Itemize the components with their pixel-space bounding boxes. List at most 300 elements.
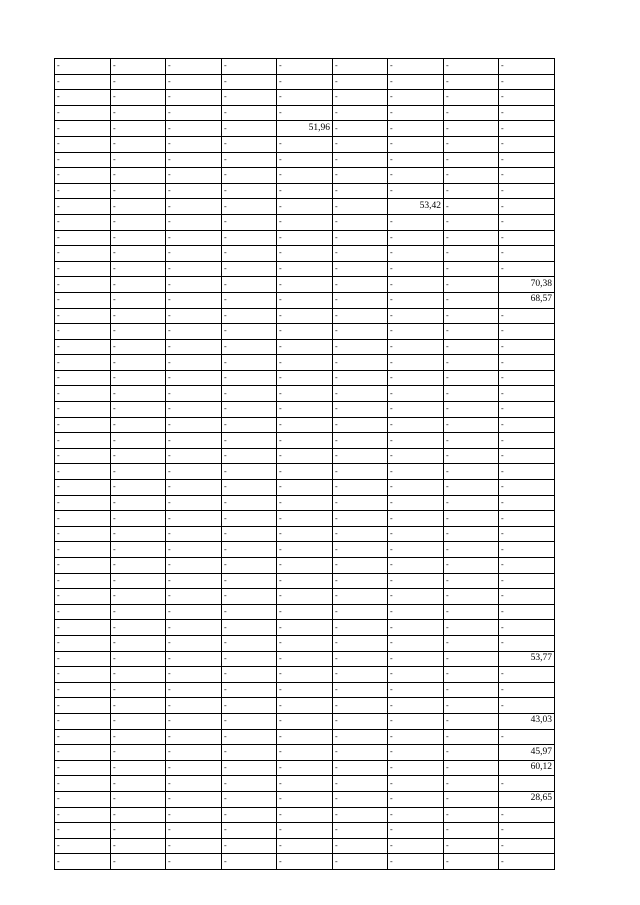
table-cell: - xyxy=(222,760,277,776)
table-cell: - xyxy=(111,807,166,823)
table-cell: - xyxy=(222,74,277,90)
table-cell: - xyxy=(222,573,277,589)
table-cell: - xyxy=(388,838,444,854)
table-cell: - xyxy=(55,838,111,854)
table-cell: - xyxy=(499,136,555,152)
table-cell: - xyxy=(333,480,388,496)
table-cell: - xyxy=(333,698,388,714)
table-row xyxy=(55,573,555,589)
table-cell: - xyxy=(444,604,499,620)
table-cell: - xyxy=(277,90,333,106)
table-cell: - xyxy=(277,199,333,215)
table-cell: - xyxy=(333,823,388,839)
table-cell: - xyxy=(277,713,333,729)
table-cell: - xyxy=(111,838,166,854)
table-cell: - xyxy=(166,168,222,184)
table-row xyxy=(55,651,555,667)
table-cell: - xyxy=(111,823,166,839)
table-cell: - xyxy=(111,386,166,402)
table-cell: - xyxy=(444,230,499,246)
table-row xyxy=(55,183,555,199)
table-cell: - xyxy=(166,682,222,698)
table-cell: - xyxy=(277,604,333,620)
table-cell: - xyxy=(222,776,277,792)
table-cell: - xyxy=(277,745,333,761)
table-cell: - xyxy=(222,713,277,729)
table-cell: - xyxy=(388,136,444,152)
table-cell: - xyxy=(111,355,166,371)
table-cell: - xyxy=(111,199,166,215)
table-row xyxy=(55,261,555,277)
table-cell: - xyxy=(333,214,388,230)
table-cell: - xyxy=(388,620,444,636)
table-row xyxy=(55,74,555,90)
table-cell: - xyxy=(333,402,388,418)
table-body xyxy=(55,59,555,870)
table-cell: - xyxy=(333,558,388,574)
table-row xyxy=(55,121,555,137)
table-cell: - xyxy=(333,495,388,511)
table-cell: - xyxy=(388,292,444,308)
table-cell: - xyxy=(277,776,333,792)
table-cell: - xyxy=(333,74,388,90)
table-cell: - xyxy=(499,604,555,620)
table-cell: - xyxy=(499,308,555,324)
table-cell: - xyxy=(499,729,555,745)
table-cell: - xyxy=(222,90,277,106)
table-cell: - xyxy=(499,324,555,340)
table-cell: - xyxy=(166,152,222,168)
table-cell: - xyxy=(166,558,222,574)
table-cell: - xyxy=(277,246,333,262)
table-cell: - xyxy=(444,448,499,464)
table-cell: - xyxy=(277,589,333,605)
table-cell: - xyxy=(111,776,166,792)
table-cell: - xyxy=(333,526,388,542)
table-cell: - xyxy=(499,620,555,636)
table-cell: - xyxy=(55,246,111,262)
table-cell: - xyxy=(222,168,277,184)
table-cell: - xyxy=(111,620,166,636)
table-cell: - xyxy=(222,370,277,386)
table-cell: - xyxy=(222,386,277,402)
table-cell: - xyxy=(499,838,555,854)
table-cell: - xyxy=(444,635,499,651)
table-cell: - xyxy=(222,854,277,870)
table-cell: - xyxy=(166,230,222,246)
table-cell: - xyxy=(333,745,388,761)
table-cell: - xyxy=(333,105,388,121)
table-cell: - xyxy=(277,464,333,480)
table-row xyxy=(55,823,555,839)
table-cell: - xyxy=(111,105,166,121)
table-cell: - xyxy=(499,168,555,184)
table-cell: - xyxy=(55,667,111,683)
table-row xyxy=(55,214,555,230)
table-cell: - xyxy=(222,199,277,215)
table-cell: - xyxy=(444,386,499,402)
table-row xyxy=(55,526,555,542)
table-row xyxy=(55,713,555,729)
table-cell: - xyxy=(333,339,388,355)
table-cell: - xyxy=(222,355,277,371)
table-cell: 28,65 xyxy=(499,791,555,807)
table-cell: - xyxy=(333,136,388,152)
table-cell: - xyxy=(222,277,277,293)
table-cell: - xyxy=(388,745,444,761)
table-cell: - xyxy=(55,542,111,558)
table-cell: - xyxy=(222,823,277,839)
table-cell: - xyxy=(388,698,444,714)
table-cell: - xyxy=(277,183,333,199)
table-cell: - xyxy=(444,495,499,511)
table-cell: - xyxy=(55,74,111,90)
table-cell: - xyxy=(166,495,222,511)
table-cell: - xyxy=(55,713,111,729)
table-cell: - xyxy=(499,776,555,792)
table-cell: - xyxy=(499,74,555,90)
table-cell: - xyxy=(277,324,333,340)
table-cell: - xyxy=(111,324,166,340)
table-cell: - xyxy=(55,448,111,464)
table-row xyxy=(55,152,555,168)
table-cell: - xyxy=(166,464,222,480)
table-cell: - xyxy=(55,183,111,199)
table-cell: - xyxy=(222,464,277,480)
table-cell: - xyxy=(166,105,222,121)
table-row xyxy=(55,776,555,792)
table-cell: - xyxy=(444,698,499,714)
table-cell: - xyxy=(277,495,333,511)
table-cell: - xyxy=(277,277,333,293)
table-cell: - xyxy=(111,635,166,651)
table-cell: - xyxy=(55,651,111,667)
table-cell: - xyxy=(55,230,111,246)
table-row xyxy=(55,604,555,620)
table-cell: - xyxy=(111,370,166,386)
table-cell: - xyxy=(444,152,499,168)
table-cell: - xyxy=(333,386,388,402)
table-cell: - xyxy=(388,433,444,449)
table-cell: - xyxy=(55,277,111,293)
table-cell: - xyxy=(55,214,111,230)
table-cell: - xyxy=(111,791,166,807)
table-cell: - xyxy=(333,542,388,558)
table-cell: - xyxy=(166,370,222,386)
table-cell: - xyxy=(55,261,111,277)
table-cell: - xyxy=(388,370,444,386)
table-cell: - xyxy=(222,214,277,230)
table-cell: - xyxy=(277,667,333,683)
table-cell: - xyxy=(333,807,388,823)
table-cell: - xyxy=(388,713,444,729)
table-cell: - xyxy=(444,183,499,199)
table-cell: - xyxy=(111,90,166,106)
table-cell: - xyxy=(277,651,333,667)
table-cell: - xyxy=(388,74,444,90)
table-cell: - xyxy=(55,370,111,386)
table-cell: - xyxy=(388,667,444,683)
table-cell: - xyxy=(388,183,444,199)
table-cell: - xyxy=(166,386,222,402)
table-cell: - xyxy=(388,277,444,293)
table-cell: - xyxy=(222,152,277,168)
table-cell: - xyxy=(499,823,555,839)
table-cell: - xyxy=(333,729,388,745)
table-cell: - xyxy=(277,59,333,75)
table-cell: - xyxy=(333,355,388,371)
table-cell: - xyxy=(444,464,499,480)
table-cell: - xyxy=(444,854,499,870)
table-cell: - xyxy=(166,402,222,418)
table-cell: - xyxy=(222,448,277,464)
table-cell: - xyxy=(111,339,166,355)
table-cell: - xyxy=(111,854,166,870)
table-cell: - xyxy=(222,136,277,152)
table-row xyxy=(55,355,555,371)
table-cell: - xyxy=(444,713,499,729)
table-cell: - xyxy=(444,480,499,496)
table-cell: - xyxy=(166,635,222,651)
table-row xyxy=(55,105,555,121)
table-cell: - xyxy=(444,214,499,230)
table-cell: - xyxy=(277,573,333,589)
table-cell: - xyxy=(333,308,388,324)
table-cell: - xyxy=(166,339,222,355)
table-cell: - xyxy=(277,433,333,449)
table-row xyxy=(55,667,555,683)
table-cell: - xyxy=(55,573,111,589)
table-cell: - xyxy=(111,604,166,620)
table-cell: - xyxy=(55,635,111,651)
table-row xyxy=(55,838,555,854)
table-cell: - xyxy=(277,308,333,324)
table-cell: - xyxy=(222,261,277,277)
table-cell: - xyxy=(333,324,388,340)
table-cell: - xyxy=(277,136,333,152)
table-cell: - xyxy=(222,511,277,527)
table-cell: - xyxy=(333,277,388,293)
table-cell: - xyxy=(388,324,444,340)
table-cell: - xyxy=(277,542,333,558)
table-cell: - xyxy=(166,261,222,277)
spreadsheet-page xyxy=(54,58,554,870)
table-cell: - xyxy=(166,573,222,589)
table-cell: - xyxy=(166,729,222,745)
table-cell: - xyxy=(444,324,499,340)
table-cell: - xyxy=(277,807,333,823)
table-cell: - xyxy=(222,682,277,698)
table-cell: 51,96 xyxy=(277,121,333,137)
table-row xyxy=(55,729,555,745)
table-cell: - xyxy=(222,838,277,854)
table-row xyxy=(55,589,555,605)
table-cell: - xyxy=(166,854,222,870)
table-cell: - xyxy=(444,573,499,589)
table-row xyxy=(55,370,555,386)
table-cell: - xyxy=(111,480,166,496)
table-row xyxy=(55,448,555,464)
table-cell: - xyxy=(111,433,166,449)
table-cell: - xyxy=(388,90,444,106)
table-cell: - xyxy=(55,59,111,75)
table-cell: - xyxy=(388,480,444,496)
table-cell: - xyxy=(444,682,499,698)
table-cell: - xyxy=(277,370,333,386)
table-cell: - xyxy=(277,261,333,277)
table-row xyxy=(55,59,555,75)
table-cell: - xyxy=(55,199,111,215)
table-cell: - xyxy=(111,698,166,714)
table-cell: - xyxy=(444,745,499,761)
table-cell: - xyxy=(111,558,166,574)
table-cell: - xyxy=(333,261,388,277)
table-cell: - xyxy=(333,776,388,792)
table-cell: - xyxy=(166,433,222,449)
table-cell: - xyxy=(111,495,166,511)
table-cell: - xyxy=(55,854,111,870)
data-table xyxy=(54,58,555,870)
table-cell: - xyxy=(388,760,444,776)
table-cell: - xyxy=(55,152,111,168)
table-cell: - xyxy=(166,448,222,464)
table-row xyxy=(55,480,555,496)
table-cell: - xyxy=(111,745,166,761)
table-cell: - xyxy=(388,776,444,792)
table-cell: - xyxy=(388,121,444,137)
table-cell: - xyxy=(277,105,333,121)
table-cell: - xyxy=(55,620,111,636)
table-cell: - xyxy=(499,402,555,418)
table-cell: - xyxy=(166,542,222,558)
table-cell: - xyxy=(111,308,166,324)
table-cell: - xyxy=(277,230,333,246)
table-row xyxy=(55,807,555,823)
table-cell: - xyxy=(388,417,444,433)
table-row xyxy=(55,760,555,776)
table-cell: - xyxy=(222,651,277,667)
table-cell: - xyxy=(444,370,499,386)
table-row xyxy=(55,464,555,480)
table-cell: - xyxy=(55,480,111,496)
table-row xyxy=(55,308,555,324)
table-cell: - xyxy=(222,402,277,418)
table-cell: - xyxy=(333,573,388,589)
table-cell: - xyxy=(333,90,388,106)
table-cell: - xyxy=(388,355,444,371)
table-cell: - xyxy=(55,729,111,745)
table-cell: - xyxy=(444,729,499,745)
table-row xyxy=(55,698,555,714)
table-cell: - xyxy=(55,604,111,620)
table-cell: - xyxy=(222,230,277,246)
table-cell: - xyxy=(444,620,499,636)
table-cell: - xyxy=(111,261,166,277)
table-cell: - xyxy=(333,168,388,184)
table-cell: - xyxy=(277,168,333,184)
table-cell: - xyxy=(111,417,166,433)
table-cell: - xyxy=(388,339,444,355)
table-cell: - xyxy=(277,214,333,230)
table-cell: - xyxy=(499,105,555,121)
table-cell: 70,38 xyxy=(499,277,555,293)
table-cell: - xyxy=(222,635,277,651)
table-row xyxy=(55,745,555,761)
table-cell: - xyxy=(388,807,444,823)
table-cell: - xyxy=(111,183,166,199)
table-cell: - xyxy=(499,386,555,402)
table-cell: - xyxy=(166,791,222,807)
table-cell: - xyxy=(444,59,499,75)
table-cell: - xyxy=(166,589,222,605)
table-cell: - xyxy=(222,745,277,761)
table-cell: - xyxy=(388,823,444,839)
table-cell: - xyxy=(277,292,333,308)
table-cell: - xyxy=(222,339,277,355)
table-row xyxy=(55,136,555,152)
table-cell: - xyxy=(277,74,333,90)
table-cell: - xyxy=(222,417,277,433)
table-cell: - xyxy=(388,105,444,121)
table-cell: - xyxy=(444,417,499,433)
table-cell: - xyxy=(166,745,222,761)
table-row xyxy=(55,402,555,418)
table-cell: - xyxy=(111,589,166,605)
table-cell: - xyxy=(166,277,222,293)
table-cell: - xyxy=(388,854,444,870)
table-cell: - xyxy=(333,464,388,480)
table-cell: - xyxy=(444,542,499,558)
table-cell: - xyxy=(444,74,499,90)
table-cell: - xyxy=(111,667,166,683)
table-cell: - xyxy=(444,246,499,262)
table-cell: - xyxy=(55,339,111,355)
table-row xyxy=(55,324,555,340)
table-cell: - xyxy=(499,214,555,230)
table-cell: - xyxy=(388,230,444,246)
table-cell: - xyxy=(444,776,499,792)
table-cell: - xyxy=(333,620,388,636)
table-cell: - xyxy=(333,448,388,464)
table-cell: - xyxy=(166,324,222,340)
table-row xyxy=(55,168,555,184)
table-cell: - xyxy=(499,370,555,386)
table-cell: - xyxy=(111,464,166,480)
table-cell: - xyxy=(222,558,277,574)
table-cell: - xyxy=(166,214,222,230)
table-cell: - xyxy=(444,339,499,355)
table-cell: - xyxy=(55,105,111,121)
table-cell: - xyxy=(222,308,277,324)
table-cell: - xyxy=(444,105,499,121)
table-cell: - xyxy=(499,183,555,199)
table-cell: - xyxy=(388,402,444,418)
table-cell: - xyxy=(499,59,555,75)
table-cell: - xyxy=(499,339,555,355)
table-cell: - xyxy=(333,370,388,386)
table-cell: - xyxy=(388,791,444,807)
table-cell: - xyxy=(222,526,277,542)
table-cell: - xyxy=(55,682,111,698)
table-cell: - xyxy=(166,526,222,542)
table-cell: - xyxy=(333,682,388,698)
table-cell: - xyxy=(333,246,388,262)
table-cell: - xyxy=(499,464,555,480)
table-cell: - xyxy=(499,573,555,589)
table-row xyxy=(55,417,555,433)
table-cell: - xyxy=(444,823,499,839)
table-cell: - xyxy=(444,651,499,667)
